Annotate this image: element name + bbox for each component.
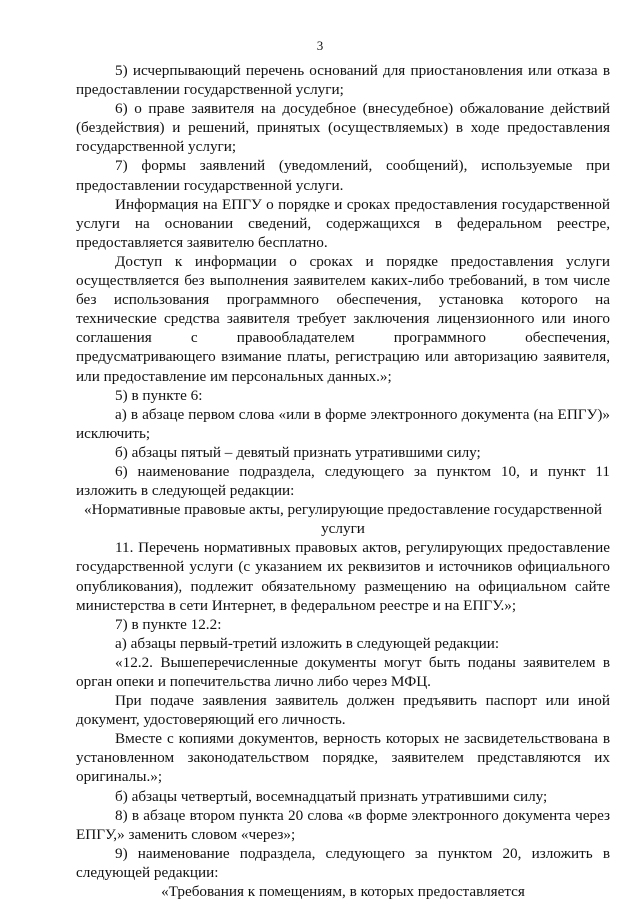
paragraph: а) абзацы первый-третий изложить в следующей редакции: bbox=[115, 634, 500, 652]
document-body bbox=[76, 61, 610, 901]
paragraph: 6) наименование подраздела, следующего за пунктом 10, и пункт 11 изложить в следующей редакции: bbox=[76, 462, 610, 500]
paragraph: 6) о праве заявителя на досудебное (внесудебное) обжалование действий (бездействия) и решений, принятых (осуществляемых) в ходе предоставления государственной услуги; bbox=[76, 100, 610, 156]
section-heading: «Нормативные правовые акты, регулирующие предоставление государственной услуги bbox=[83, 501, 603, 538]
page-number: 3 bbox=[316, 38, 324, 53]
paragraph: 11. Перечень нормативных правовых актов, регулирующих предоставление государственной услуги (с указанием их реквизитов и источников официального опубликования), подлежит обязательному размещению на официальном сайте министерства в сети Интернет, в федеральном реестре и на ЕПГУ.»; bbox=[76, 539, 610, 614]
paragraph: 8) в абзаце втором пункта 20 слова «в форме электронного документа через ЕПГУ,» заменить словом «через»; bbox=[76, 806, 610, 843]
paragraph: б) абзацы пятый – девятый признать утратившими силу; bbox=[115, 443, 481, 461]
paragraph: 5) исчерпывающий перечень оснований для приостановления или отказа в предоставлении государственной услуги; bbox=[76, 62, 610, 99]
paragraph: Информация на ЕПГУ о порядке и сроках предоставления государственной услуги на основании сведений, содержащихся в федеральном реестре, предоставляется заявителю бесплатно. bbox=[76, 195, 610, 251]
paragraph: 5) в пункте 6: bbox=[115, 386, 203, 404]
paragraph: Доступ к информации о сроках и порядке предоставления услуги осуществляется без выполнения заявителем каких-либо требований, в том числе без использования программного обеспечения, установка которого на технические средства заявителя требует заключения лицензионного или иного соглашения с правообладателем программного обеспечения, предусматривающего взимание платы, регистрацию или авторизацию заявителя, или предоставление им персональных данных.»; bbox=[76, 252, 610, 385]
paragraph: При подаче заявления заявитель должен предъявить паспорт или иной документ, удостоверяющий его личность. bbox=[76, 692, 610, 729]
paragraph: Вместе с копиями документов, верность которых не засвидетельствована в установленном законодательством порядке, заявителем представляются их оригиналы.»; bbox=[76, 730, 610, 786]
paragraph: 7) в пункте 12.2: bbox=[115, 615, 222, 633]
paragraph: 9) наименование подраздела, следующего за пунктом 20, изложить в следующей редакции: bbox=[76, 844, 610, 881]
section-heading: «Требования к помещениям, в которых предоставляется bbox=[161, 883, 525, 901]
paragraph: б) абзацы четвертый, восемнадцатый признать утратившими силу; bbox=[115, 787, 548, 805]
paragraph: а) в абзаце первом слова «или в форме электронного документа (на ЕПГУ)» исключить; bbox=[76, 405, 610, 442]
paragraph: 7) формы заявлений (уведомлений, сообщений), используемые при предоставлении государственной услуги. bbox=[76, 157, 610, 194]
paragraph: «12.2. Вышеперечисленные документы могут быть поданы заявителем в орган опеки и попечительства лично либо через МФЦ. bbox=[76, 653, 610, 690]
